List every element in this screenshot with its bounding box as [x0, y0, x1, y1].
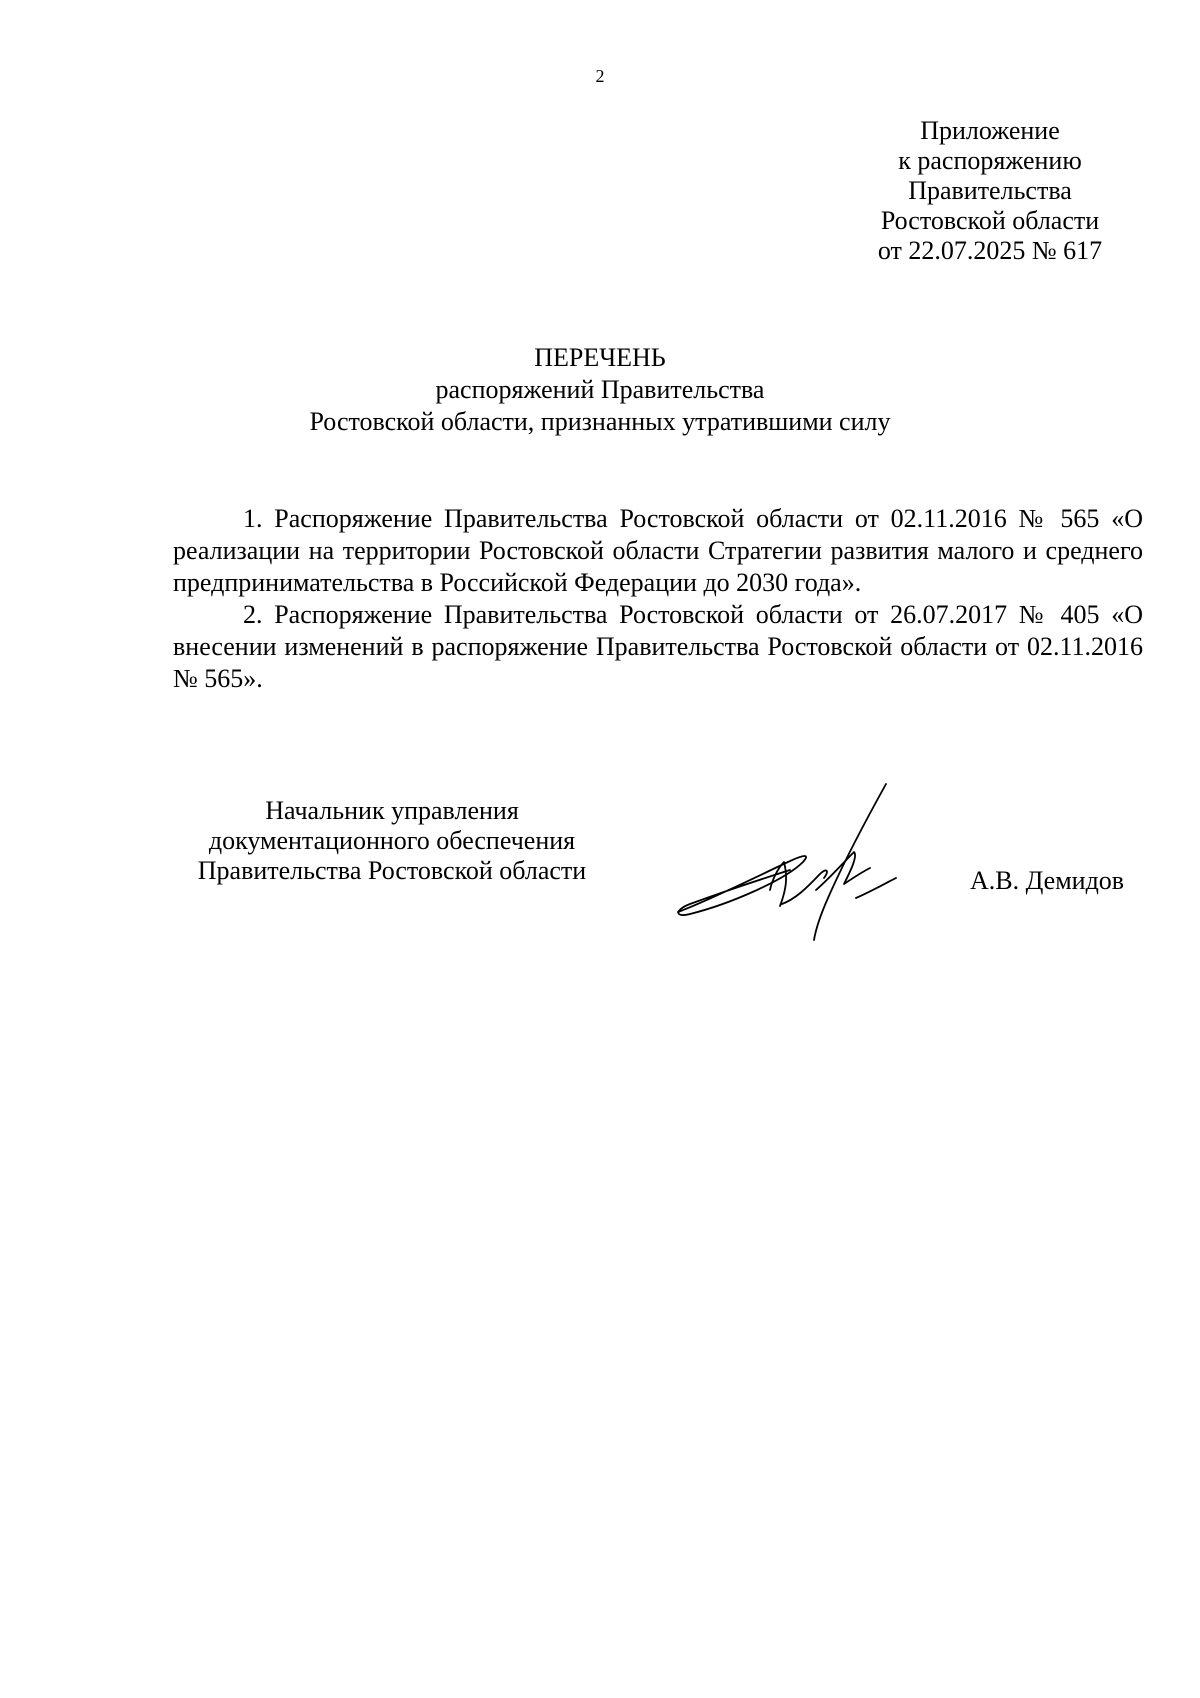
appendix-line: к распоряжению	[898, 146, 1082, 175]
list-item: 2. Распоряжение Правительства Ростовской области от 26.07.2017 № 405 «О внесении изменений в распоряжение Правительства Ростовской области от 02.11.2016 № 565».	[173, 600, 1143, 693]
list-item: 1. Распоряжение Правительства Ростовской области от 02.11.2016 № 565 «О реализации на территории Ростовской области Стратегии развития малого и среднего предпринимательства в Российской Федерации до 2030 года».	[173, 504, 1143, 597]
title-line: Ростовской области, признанных утратившими силу	[309, 407, 891, 436]
appendix-line: Приложение	[920, 116, 1060, 145]
position-line: документационного обеспечения	[208, 826, 576, 855]
title-heading: ПЕРЕЧЕНЬ	[534, 343, 666, 372]
page-number: 2	[595, 66, 605, 86]
revoked-orders-list	[173, 503, 1143, 695]
appendix-line: Ростовской области	[880, 206, 1100, 235]
document-title	[100, 342, 1100, 438]
position-line: Правительства Ростовской области	[197, 856, 587, 885]
signer-name: А.В. Демидов	[970, 866, 1125, 895]
position-line: Начальник управления	[265, 796, 519, 825]
appendix-line: от 22.07.2025 № 617	[877, 236, 1103, 265]
appendix-block	[820, 116, 1160, 266]
handwritten-signature-icon	[670, 780, 940, 950]
appendix-line: Правительства	[908, 176, 1072, 205]
signatory-position	[172, 796, 612, 886]
title-line: распоряжений Правительства	[435, 375, 765, 404]
